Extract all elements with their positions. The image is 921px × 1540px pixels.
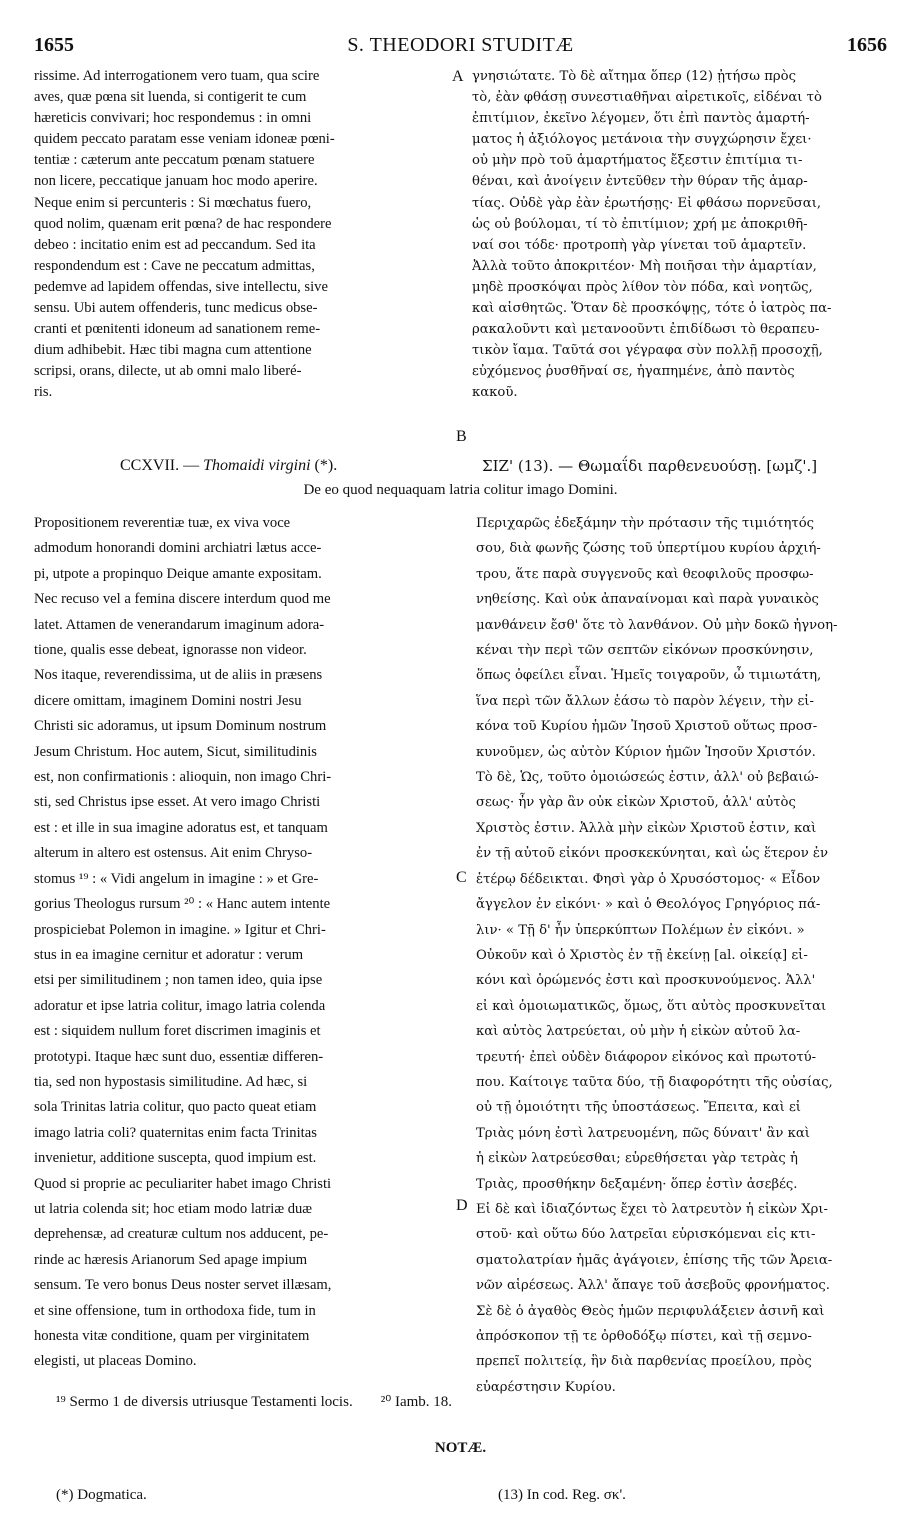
text-line: σματολατρίαν ἡμᾶς ἀγάγοιεν, ἐπίσης τῆς τῶν Ἀρεια- [476,1252,833,1268]
text-line: σου, διὰ φωνῆς ζώσης τοῦ ὑπερτίμου κυρίου ἀρχιή- [476,541,821,557]
text-line: respondendum est : Cave ne peccatum admittas, [34,257,315,274]
text-line: Christi sic adoramus, ut ipsum Dominum nostrum [34,718,327,735]
text-line: sensum. Te vero bonus Deus noster servet illæsam, [34,1277,332,1294]
text-line: Περιχαρῶς ἐδεξάμην τὴν πρότασιν τῆς τιμιότητός [476,516,815,531]
page-number-right: 1656 [847,34,887,56]
text-line: elegisti, ut placeas Domino. [34,1353,197,1370]
text-line: ρακαλοῦντι καὶ μετανοοῦντι ἐπιδίδωσι τὸ θεραπευ- [472,322,820,338]
text-line: ἀπρόσκοπον τῇ τε ὀρθοδόξῳ πίστει, καὶ τῇ σεμνο- [476,1329,812,1344]
text-line: ἄγγελον ἐν εἰκόνι· » καὶ ὁ Θεολόγος Γρηγόριος πά- [476,897,821,913]
notae-heading: NOTÆ. [434,1440,487,1456]
letter-number-latin: CCXVII. — [120,457,204,474]
text-line: Nec recuso vel a femina discere interdum quod me [34,591,331,608]
text-line: ris. [34,384,53,401]
text-line: adoratur et ipse latria colitur, imago latria colenda [34,997,326,1014]
text-line: τικὸν ἴαμα. Ταῦτά σοι γέγραφα σὺν πολλῇ προσοχῇ, [472,343,823,359]
text-line: τὸ, ἐὰν φθάσῃ συνεστιαθῆναι αἱρετικοῖς, εἰδέναι τὸ [472,90,822,106]
running-title: S. THEODORI STUDITÆ [347,34,574,56]
text-line: pedemve ad lapidem offendas, sive intellectu, sive [34,278,328,295]
text-line: tentiæ : cæterum ante peccatum pœnam statuere [34,152,315,169]
text-line: κακοῦ. [472,385,518,401]
text-line: Quod si proprie ac peculiariter habet imago Christi [34,1175,332,1192]
running-header [34,34,887,60]
text-line: ἐπιτίμιον, ἐκεῖνο λέγομεν, ὅτι ἐπὶ παντὸς ἁμαρτή- [472,111,810,127]
text-line: εἰ καὶ ὁμοιωματικῶς, ὅμως, ὅτι αὐτὸς προσκυνεῖται [476,998,827,1014]
text-line: Neque enim si percunteris : Si mœchatus fuero, [34,194,312,211]
text-line: ἡ εἰκὼν λατρεύεσθαι; εὑρεθήσεται γὰρ τετρὰς ἡ [476,1151,798,1167]
text-line: κέναι τὴν περὶ τῶν σεπτῶν εἰκόνων προσκύνησιν, [476,643,814,659]
letter-title-latin [120,457,337,475]
text-line: Τριὰς μόνη ἐστὶ λατρευομένη, πῶς δύναιτ' ἂν καὶ [476,1125,810,1141]
text-line: est, non confirmationis : alioquin, non imago Chri- [34,769,332,786]
margin-marker-d: D [456,1197,468,1214]
text-line: μανθάνειν ἔσθ' ὅτε τὸ λανθάνον. Οὐ μὴν δοκῶ ἠγνοη- [476,617,838,633]
text-line: τρου, ἅτε παρὰ συγγενοῦς καὶ θεοφιλοῦς προσφω- [476,566,814,582]
text-line: τρευτή· ἐπεὶ οὐδὲν διάφορον εἰκόνος καὶ πρωτοτύ- [476,1049,817,1065]
text-line: Τριὰς, προσθήκην δεξαμένη· ὅπερ ἐστὶν ἀσεβές. [476,1176,798,1192]
text-line: honesta vitæ conditione, quam per virginitatem [34,1328,310,1344]
text-line: ναί σοι τόδε· προτροπὴ γὰρ γίνεται τοῦ ἁμαρτεῖν. [472,237,807,253]
text-line: εὐχόμενος ῥυσθῆναί σε, ἠγαπημένε, ἀπὸ παντὸς [472,364,795,380]
footnote-19: ¹⁹ Sermo 1 de diversis utriusque Testamenti locis. [56,1394,353,1410]
margin-marker-b: B [456,428,467,445]
text-line: Jesum Christum. Hoc autem, Sicut, similitudinis [34,743,317,760]
margin-marker-c: C [456,869,467,886]
text-line: Nos itaque, reverendissima, ut de aliis in præsens [34,667,323,684]
footnote-20: ²⁰ Iamb. 18. [380,1394,453,1410]
text-line: alterum in altero est ostensus. Ait enim Chryso- [34,845,313,862]
text-line: ἐν τῇ αὐτοῦ εἰκόνι προσκεκύνηται, καὶ ὡς ἕτερον ἐν [476,846,829,862]
text-line: rissime. Ad interrogationem vero tuam, qua scire [34,68,320,84]
text-line: non licere, peccatique januam hoc modo aperire. [34,173,318,190]
text-line: Εἰ δὲ καὶ ἰδιαζόντως ἔχει τὸ λατρευτὸν ἡ εἰκὼν Χρι- [476,1201,828,1217]
page-number-left: 1655 [34,34,74,56]
text-line: γνησιώτατε. Τὸ δὲ αἴτημα ὅπερ (12) ᾐτήσω πρὸς [472,69,796,84]
text-line: sola Trinitas latria colitur, quo pacto queat etiam [34,1099,317,1116]
text-line: ἵνα περὶ τῶν ἄλλων ἐάσω τὸ παρὸν λέγειν, τὴν εἰ- [476,693,814,709]
text-line: κόνα τοῦ Κυρίου ἡμῶν Ἰησοῦ Χριστοῦ οὕτως προσ- [476,719,818,735]
text-line: sti, sed Christus ipse esset. At vero imago Christi [34,794,321,811]
letter-title-greek: ΣΙΖ' (13). — Θωμαΐδι παρθενευούσῃ. [ωμζ'.] [482,457,818,475]
text-line: ut latria colenda sit; hoc etiam modo latriæ duæ [34,1200,313,1217]
text-line: μηδὲ προσκόψαι πρὸς λίθον τὸν πόδα, καὶ νοητῶς, [472,279,813,295]
text-line: καὶ αἰσθητῶς. Ὅταν δὲ προσκόψῃς, τότε ὁ ἰατρὸς πα- [472,301,832,317]
text-line: quod nolim, quænam erit pœna? de hac respondere [34,215,332,232]
note-dogmatica: (*) Dogmatica. [56,1487,147,1503]
text-line: gorius Theologus rursum ²⁰ : « Hanc autem intente [34,896,331,913]
text-line: pi, utpote a propinquo Deique amante expositam. [34,565,322,582]
text-line: prototypi. Itaque hæc sunt duo, essentiæ differen- [34,1048,324,1065]
text-line: stomus ¹⁹ : « Vidi angelum in imagine : » et Gre- [34,870,319,887]
text-line: Σὲ δὲ ὁ ἀγαθὸς Θεὸς ἡμῶν περιφυλάξειεν ἀσινῆ καὶ [476,1303,825,1319]
text-line: ὡς οὐ βούλομαι, τί τὸ ἐπιτίμιον; χρή με ἀποκριθῆ- [472,216,808,232]
letter-addressee-latin: Thomaidi virgini [203,457,311,474]
text-line: κόνι καὶ ὁρώμενός ἐστι καὶ προσκυνούμενος. Ἀλλ' [476,973,816,989]
text-line: νηθείσης. Καὶ οὐκ ἀπαναίνομαι καὶ παρὰ γυναικὸς [476,592,819,608]
text-line: καὶ αὐτὸς λατρεύεται, οὐ μὴν ἡ εἰκὼν αὐτοῦ λα- [476,1024,801,1040]
text-line: ὅπως ὀφείλει εἶναι. Ἡμεῖς τοιγαροῦν, ὦ τιμιωτάτη, [476,668,822,684]
body-latin-column [34,511,446,1375]
text-line: hæreticis convivari; hoc respondemus : in omni [34,110,312,127]
text-line: τίας. Οὐδὲ γὰρ ἐὰν ἐρωτήσῃς· Εἰ φθάσω πορνεῦσαι, [472,195,822,211]
text-line: dicere omittam, imaginem Domini nostri Jesu [34,692,302,709]
text-line: που. Καίτοιγε ταῦτα δύο, τῇ διαφορότητι τῆς οὐσίας, [476,1074,833,1090]
text-line: Χριστὸς ἐστιν. Ἀλλὰ μὴν εἰκὼν Χριστοῦ ἐστιν, καὶ [476,820,817,836]
text-line: rinde ac hæresis Arianorum Sed apage impium [34,1251,308,1268]
text-line: imago latria coli? quaternitas enim facta Trinitas [34,1124,317,1141]
text-line: εὐαρέστησιν Κυρίου. [476,1379,616,1395]
text-line: admodum honorandi domini archiatri lætus acce- [34,540,322,557]
text-line: Propositionem reverentiæ tuæ, ex viva voce [34,515,291,531]
text-line: scripsi, orans, dilecte, ut ab omni malo liberé- [34,363,302,380]
text-line: tione, qualis esse debeat, ignorasse non videor. [34,642,307,659]
text-line: debeo : incitatio enim est ad peccandum. Sed ita [34,236,316,253]
text-line: stus in ea imagine cernitur et adoratur : verum [34,946,304,963]
text-line: Τὸ δὲ, Ὡς, τοῦτο ὁμοιώσεώς ἐστιν, ἀλλ' οὐ βεβαιώ- [476,770,819,786]
text-line: deprehensæ, ad creaturæ cultum nos adducent, pe- [34,1226,329,1243]
top-latin-column [34,66,444,404]
margin-marker-a: A [452,68,464,85]
text-line: etsi per similitudinem ; non tamen ideo, quia ipse [34,972,323,989]
footnotes [56,1392,452,1411]
text-line: ματος ἡ ἀξιόλογος μετάνοια τὴν συγχώρησιν ἔχει· [472,132,812,148]
text-line: dium adhibebit. Hæc tibi magna cum attentione [34,342,312,359]
text-line: λιν· « Τῇ δ' ἦν ὑπερκύπτων Πολέμων ἐν εἰκόνι. » [476,922,805,938]
text-line: κυνοῦμεν, ὡς αὐτὸν Κύριον ἡμῶν Ἰησοῦν Χριστόν. [476,744,816,760]
text-line: οὐ μὴν πρὸ τοῦ ἁμαρτήματος ἔξεστιν ἐπιτίμια τι- [472,153,803,169]
text-line: νῶν αἱρέσεως. Ἀλλ' ἄπαγε τοῦ ἀσεβοῦς φρονήματος. [476,1278,830,1294]
body-greek-column [476,511,888,1400]
letter-subtitle: De eo quod nequaquam latria colitur imago Domini. [303,482,618,498]
text-line: Οὐκοῦν καὶ ὁ Χριστὸς ἐν τῇ ἐκείνῃ [al. οἰκείᾳ] εἰ- [476,947,808,963]
text-line: est : siquidem nullum foret discrimen imaginis et [34,1023,321,1040]
text-line: et sine offensione, tum in orthodoxa fide, tum in [34,1302,316,1319]
text-line: aves, quæ pœna sit luenda, si contigerit te cum [34,89,307,106]
text-line: prospiciebat Polemon in imagine. » Igitur et Chri- [34,921,326,938]
text-line: tia, sed non hypostasis similitudine. Ad hæc, si [34,1073,308,1090]
text-line: οὐ τῇ ὁμοιότητι τῆς ὑποστάσεως. Ἔπειτα, καὶ εἰ [476,1100,801,1116]
text-line: πρεπεῖ πολιτείᾳ, ἣν διὰ παρθενίας προείλου, πρὸς [476,1354,812,1370]
top-greek-column [472,66,888,404]
letter-note-ref: (*). [310,457,338,474]
text-line: ἑτέρῳ δέδεικται. Φησὶ γὰρ ὁ Χρυσόστομος· « Εἶδον [476,871,821,887]
text-line: latet. Attamen de venerandarum imaginum adora- [34,616,325,633]
text-line: Ἀλλὰ τοῦτο ἀποκριτέον· Μὴ ποιῆσαι τὴν ἁμαρτίαν, [472,258,817,274]
text-line: quidem peccato paratam esse veniam idoneæ pœni- [34,131,335,148]
text-line: cranti et pœnitenti idoneum ad sanationem reme- [34,321,321,338]
note-codex: (13) In cod. Reg. σκ'. [498,1487,626,1503]
text-line: σεως· ἦν γὰρ ἂν οὐκ εἰκὼν Χριστοῦ, ἀλλ' αὐτὸς [476,795,796,811]
text-line: sensu. Ubi autem offenderis, tunc medicus obse- [34,300,318,317]
text-line: invenietur, additione suscepta, quod impium est. [34,1150,317,1167]
text-line: στοῦ· καὶ οὕτω δύο λατρεῖαι εὑρισκόμεναι εἰς κτι- [476,1227,816,1243]
text-line: est : et ille in sua imagine adoratus est, et tanquam [34,819,328,836]
text-line: θέναι, καὶ ἀνοίγειν ἐντεῦθεν τὴν θύραν τῆς ἁμαρ- [472,174,808,190]
